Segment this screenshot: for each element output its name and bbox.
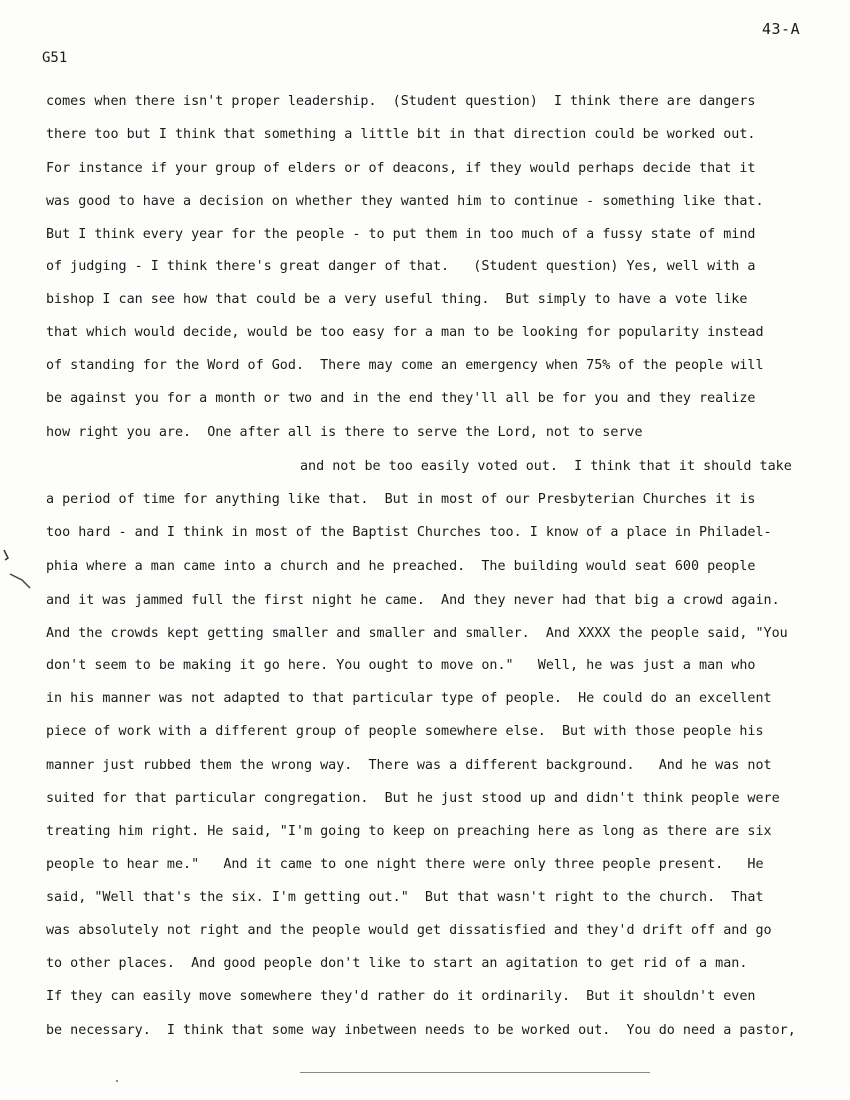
- text-line: don't seem to be making it go here. You ought to move on." Well, he was just a man who: [46, 658, 756, 673]
- text-line: And the crowds kept getting smaller and smaller and smaller. And XXXX the people said, "You: [46, 626, 788, 641]
- page-number: 43-A: [762, 20, 801, 38]
- text-line: too hard - and I think in most of the Baptist Churches too. I know of a place in Philadel-: [46, 525, 772, 540]
- text-line: was good to have a decision on whether they wanted him to continue - something like that.: [46, 194, 764, 209]
- text-line: piece of work with a different group of people somewhere else. But with those people his: [46, 724, 764, 739]
- text-line: of judging - I think there's great danger of that. (Student question) Yes, well with a: [46, 259, 756, 274]
- text-line: of standing for the Word of God. There may come an emergency when 75% of the people will: [46, 358, 764, 373]
- text-line: a period of time for anything like that. But in most of our Presbyterian Churches it is: [46, 492, 756, 507]
- text-line: people to hear me." And it came to one night there were only three people present. He: [46, 857, 764, 872]
- text-line: If they can easily move somewhere they'd rather do it ordinarily. But it shouldn't even: [46, 989, 756, 1004]
- text-line: and not be too easily voted out. I think that it should take: [300, 459, 792, 474]
- bottom-dot: [116, 1080, 118, 1082]
- bottom-rule: [300, 1072, 650, 1073]
- text-line: suited for that particular congregation. But he just stood up and didn't think people were: [46, 791, 780, 806]
- text-line: manner just rubbed them the wrong way. There was a different background. And he was not: [46, 758, 772, 773]
- text-line: said, "Well that's the six. I'm getting out." But that wasn't right to the church. That: [46, 890, 764, 905]
- text-line: be necessary. I think that some way inbetween needs to be worked out. You do need a pastor,: [46, 1023, 796, 1038]
- text-line: was absolutely not right and the people would get dissatisfied and they'd drift off and go: [46, 923, 772, 938]
- text-line: But I think every year for the people - to put them in too much of a fussy state of mind: [46, 227, 756, 242]
- text-line: bishop I can see how that could be a very useful thing. But simply to have a vote like: [46, 292, 748, 307]
- text-line: to other places. And good people don't like to start an agitation to get rid of a man.: [46, 956, 748, 971]
- text-line: how right you are. One after all is there to serve the Lord, not to serve: [46, 425, 643, 440]
- document-id: G51: [42, 50, 68, 66]
- text-line: treating him right. He said, "I'm going to keep on preaching here as long as there are six: [46, 824, 772, 839]
- text-line: phia where a man came into a church and he preached. The building would seat 600 people: [46, 559, 756, 574]
- text-line: comes when there isn't proper leadership. (Student question) I think there are dangers: [46, 94, 756, 109]
- text-line: in his manner was not adapted to that particular type of people. He could do an excellent: [46, 691, 772, 706]
- text-line: that which would decide, would be too easy for a man to be looking for popularity instead: [46, 325, 764, 340]
- text-line: there too but I think that something a little bit in that direction could be worked out.: [46, 127, 756, 142]
- text-line: and it was jammed full the first night he came. And they never had that big a crowd again.: [46, 593, 780, 608]
- text-line: For instance if your group of elders or of deacons, if they would perhaps decide that it: [46, 161, 756, 176]
- text-line: be against you for a month or two and in the end they'll all be for you and they realize: [46, 391, 756, 406]
